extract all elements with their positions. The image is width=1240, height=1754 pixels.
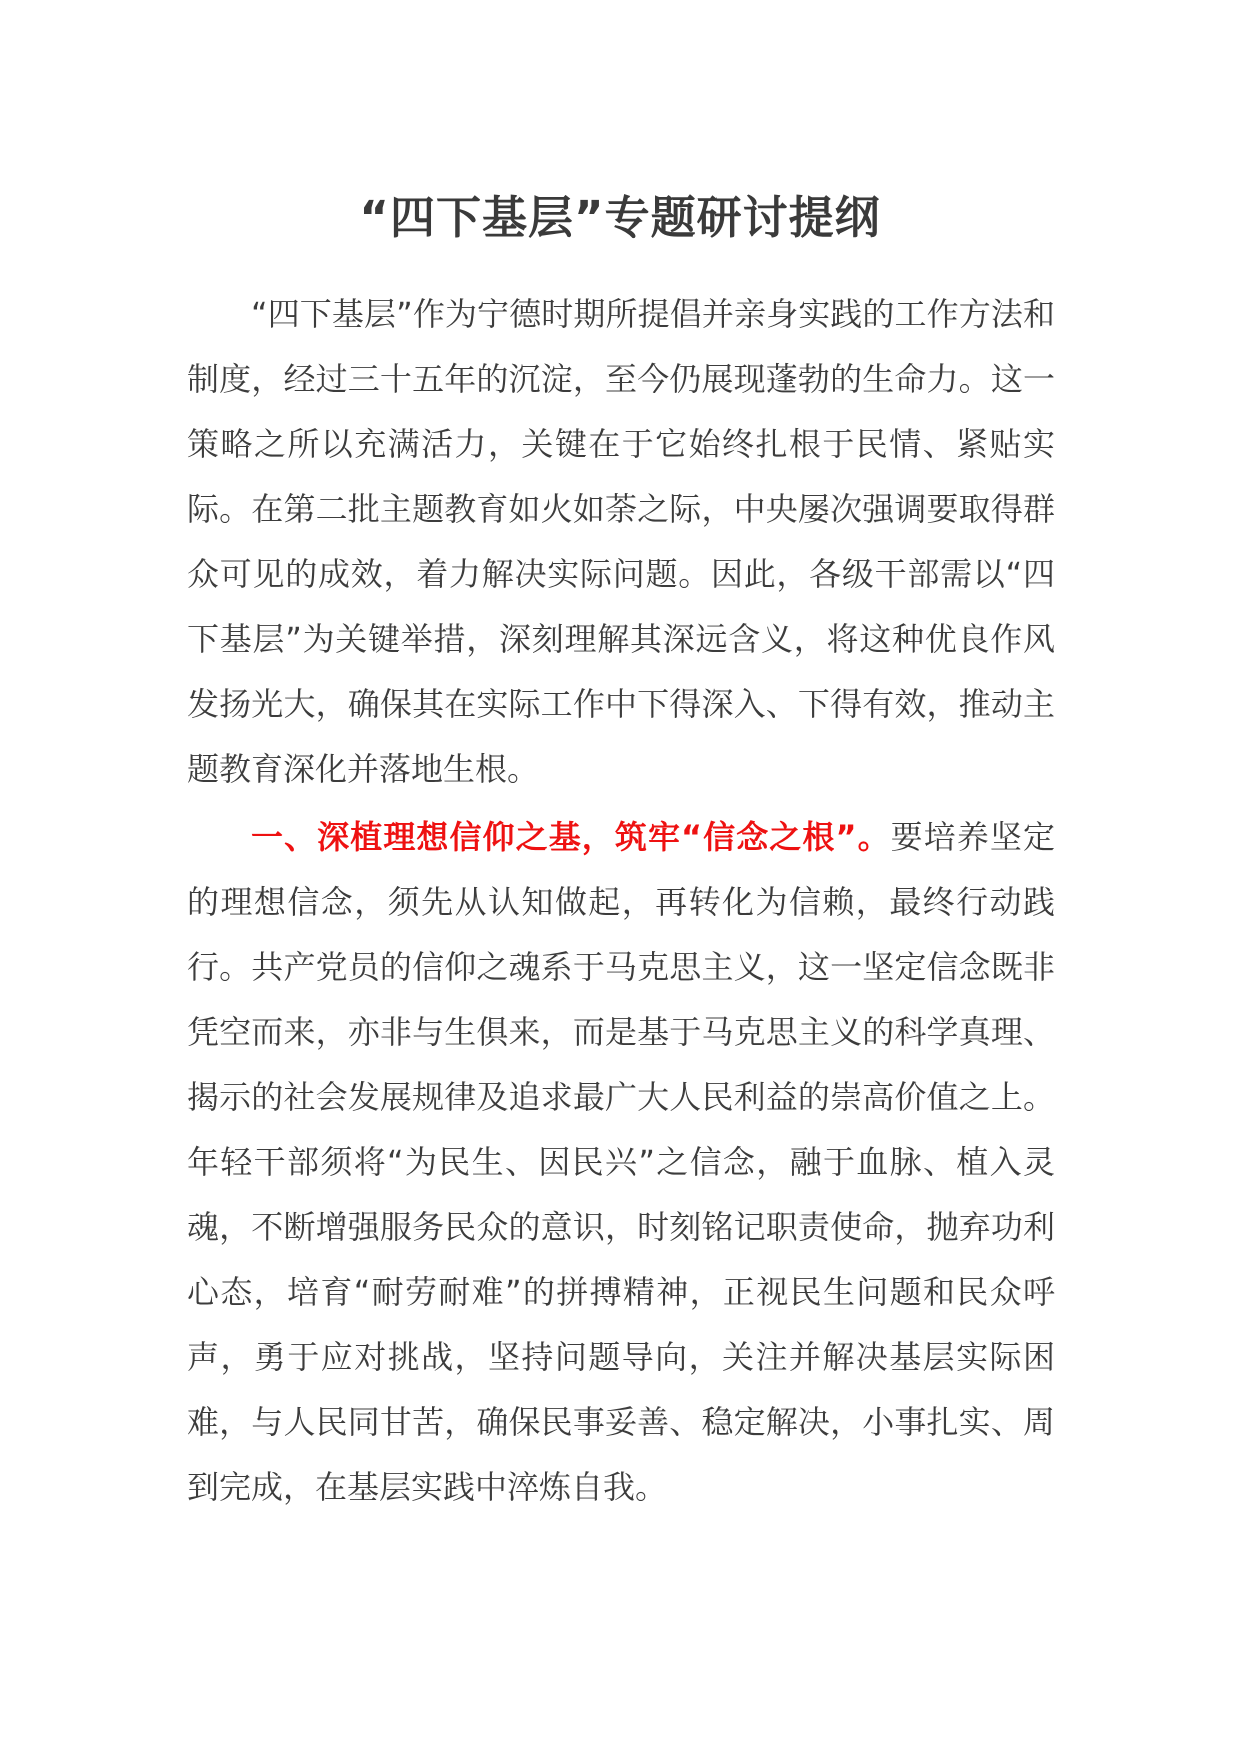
body-paragraph-intro [187,282,1055,802]
paragraph-text: 要培养坚定的理想信念，须先从认知做起，再转化为信赖，最终行动践行。共产党员的信仰之魂系于马克思主义，这一坚定信念既非凭空而来，亦非与生俱来，而是基于马克思主义的科学真理、揭示的社会发展规律及追求最广大人民利益的崇高价值之上。年轻干部须将“为民生、因民兴”之信念，融于血脉、植入灵魂，不断增强服务民众的意识，时刻铭记职责使命，抛弃功利心态，培育“耐劳耐难”的拼搏精神，正视民生问题和民众呼声，勇于应对挑战，坚持问题导向，关注并解决基层实际困难，与人民同甘苦，确保民事妥善、稳定解决，小事扎实、周到完成，在基层实践中淬炼自我。 [187,818,1055,1506]
paragraph-text: “四下基层”作为宁德时期所提倡并亲身实践的工作方法和制度，经过三十五年的沉淀，至今仍展现蓬勃的生命力。这一策略之所以充满活力，关键在于它始终扎根于民情、紧贴实际。在第二批主题教育如火如荼之际，中央屡次强调要取得群众可见的成效，着力解决实际问题。因此，各级干部需以“四下基层”为关键举措，深刻理解其深远含义，将这种优良作风发扬光大，确保其在实际工作中下得深入、下得有效，推动主题教育深化并落地生根。 [187,295,1055,788]
section-heading: 一、深植理想信仰之基，筑牢“信念之根”。 [251,818,891,856]
body-paragraph-section-1 [187,805,1055,1520]
document-title: “四下基层”专题研讨提纲 [359,191,881,244]
